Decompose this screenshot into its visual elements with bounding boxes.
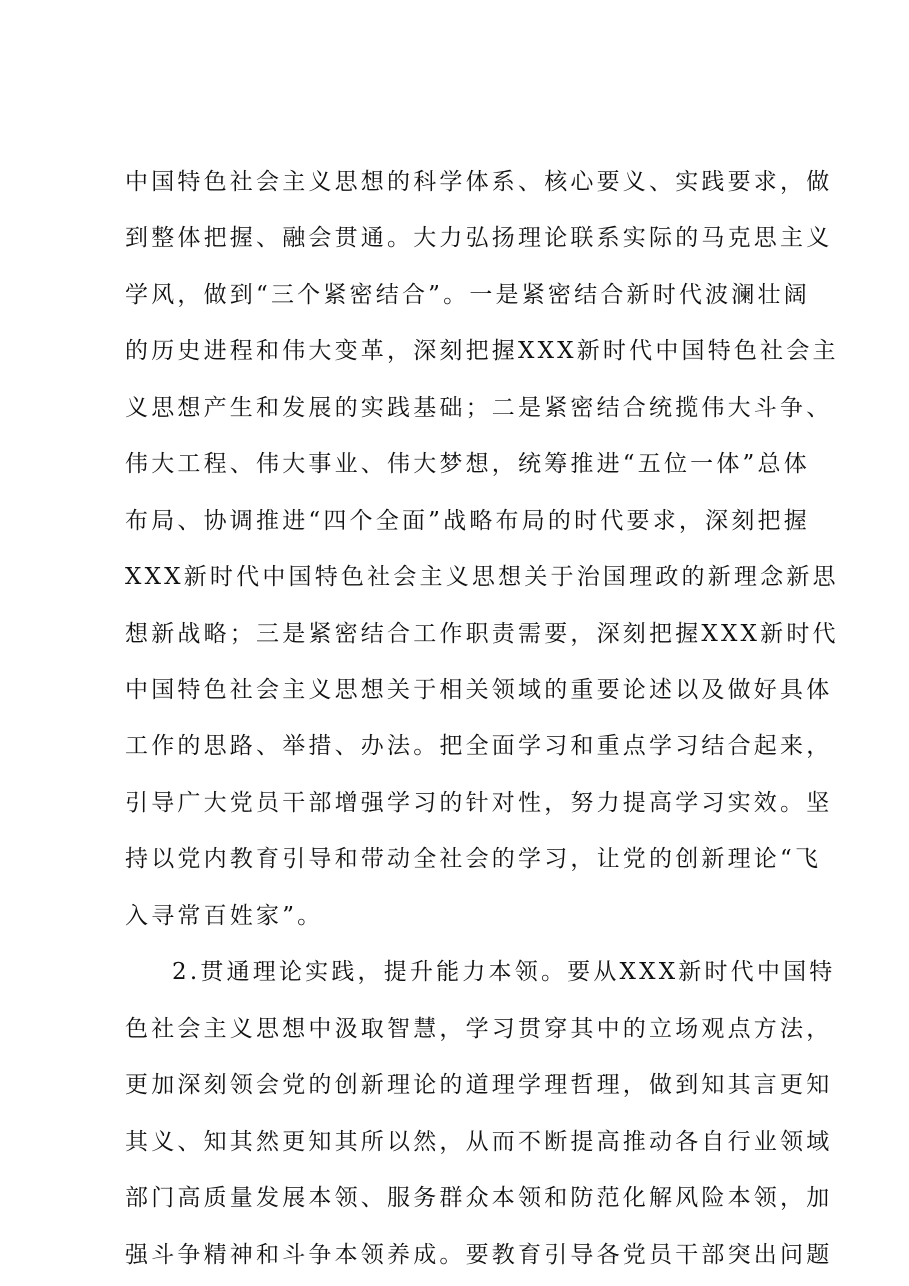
text-line: 伟大工程、伟大事业、伟大梦想，统筹推进“五位一体”总体 xyxy=(125,451,810,477)
text-line: 其义、知其然更知其所以然，从而不断提高推动各自行业领域 xyxy=(125,1129,833,1155)
text-line: 义思想产生和发展的实践基础；二是紧密结合统揽伟大斗争、 xyxy=(125,395,833,421)
text-line: 工作的思路、举措、办法。把全面学习和重点学习结合起来， xyxy=(125,733,833,759)
text-line: 引导广大党员干部增强学习的针对性，努力提高学习实效。坚 xyxy=(125,790,833,816)
text-line: 中国特色社会主义思想的科学体系、核心要义、实践要求，做 xyxy=(125,169,833,195)
text-line: 学风，做到“三个紧密结合”。一是紧密结合新时代波澜壮阔 xyxy=(125,282,810,308)
text-line: 中国特色社会主义思想关于相关领域的重要论述以及做好具体 xyxy=(125,677,833,703)
text-line: 到整体把握、融会贯通。大力弘扬理论联系实际的马克思主义 xyxy=(125,225,833,251)
text-line: 强斗争精神和斗争本领养成。要教育引导各党员干部突出问题 xyxy=(125,1242,833,1268)
text-line: 入寻常百姓家”。 xyxy=(125,903,324,929)
text-line: 部门高质量发展本领、服务群众本领和防范化解风险本领，加 xyxy=(125,1185,833,1211)
text-line: 更加深刻领会党的创新理论的道理学理哲理，做到知其言更知 xyxy=(125,1072,833,1098)
text-line: 的历史进程和伟大变革，深刻把握XXX新时代中国特色社会主 xyxy=(125,338,839,364)
text-line: 布局、协调推进“四个全面”战略布局的时代要求，深刻把握 xyxy=(125,508,810,534)
paragraph-start-line: 2.贯通理论实践，提升能力本领。要从XXX新时代中国特 xyxy=(172,959,836,985)
text-line: 色社会主义思想中汲取智慧，学习贯穿其中的立场观点方法， xyxy=(125,1016,833,1042)
text-line: 想新战略；三是紧密结合工作职责需要，深刻把握XXX新时代 xyxy=(125,621,839,647)
text-line: 持以党内教育引导和带动全社会的学习，让党的创新理论“飞 xyxy=(125,846,822,872)
text-line: XXX新时代中国特色社会主义思想关于治国理政的新理念新思 xyxy=(125,564,839,590)
